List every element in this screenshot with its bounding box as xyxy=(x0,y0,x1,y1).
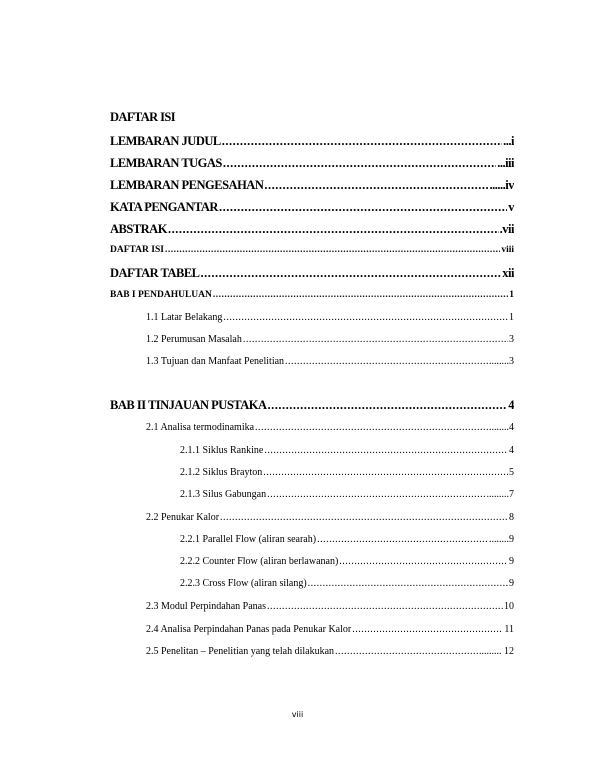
toc-entry-lembaran-tugas[interactable] xyxy=(110,156,514,171)
toc-entry-2-2-2[interactable] xyxy=(180,556,514,567)
toc-page-number: ........9 xyxy=(489,534,514,545)
toc-page-number: ......... 12 xyxy=(479,646,514,657)
toc-entry-label: 2.3 Modul Perpindahan Panas xyxy=(146,601,266,612)
toc-dot-leader xyxy=(267,601,503,612)
toc-dot-leader xyxy=(201,266,502,281)
toc-page-number: viii xyxy=(501,245,514,255)
toc-page-number: 9 xyxy=(509,556,514,567)
toc-page-number: xii xyxy=(502,266,514,280)
toc-dot-leader xyxy=(165,245,500,255)
toc-dot-leader xyxy=(223,312,508,323)
toc-entry-label: 2.4 Analisa Perpindahan Panas pada Penukar Kalor xyxy=(146,624,352,635)
toc-page-number: 9 xyxy=(509,578,514,589)
toc-page-number: ........4 xyxy=(489,422,514,433)
toc-entry-label: 2.2.3 Cross Flow (aliran silang) xyxy=(180,578,307,589)
toc-entry-bab-1[interactable] xyxy=(110,290,514,300)
toc-entry-1-3[interactable] xyxy=(146,356,514,367)
toc-entry-2-2[interactable] xyxy=(146,512,514,523)
toc-entry-2-3[interactable] xyxy=(146,601,514,612)
toc-dot-leader xyxy=(285,356,488,367)
toc-entry-label: 2.1 Analisa termodinamika xyxy=(146,422,255,433)
toc-entry-2-2-3[interactable] xyxy=(180,578,514,589)
toc-entry-label: ABSTRAK xyxy=(110,222,167,236)
toc-entry-bab-2[interactable] xyxy=(110,398,514,413)
toc-page-number: 4 xyxy=(509,445,514,456)
toc-entry-label: 1.3 Tujuan dan Manfaat Penelitian xyxy=(146,356,285,367)
toc-entry-label: 2.1.2 Siklus Brayton xyxy=(180,467,263,478)
toc-page-number: 8 xyxy=(509,512,514,523)
toc-entry-label: 2.5 Penelitan – Penelitian yang telah dilakukan xyxy=(146,646,335,657)
toc-entry-label: BAB II TINJAUAN PUSTAKA xyxy=(110,398,267,412)
toc-dot-leader xyxy=(220,512,508,523)
toc-entry-label: 2.1.1 Siklus Rankine xyxy=(180,445,264,456)
toc-entry-abstrak[interactable] xyxy=(110,222,514,237)
toc-entry-label: DAFTAR ISI xyxy=(110,245,164,255)
toc-entry-2-1-3[interactable] xyxy=(180,489,514,500)
toc-entry-2-1-2[interactable] xyxy=(180,467,514,478)
page-title: DAFTAR ISI xyxy=(110,110,175,124)
toc-entry-kata-pengantar[interactable] xyxy=(110,200,514,215)
toc-dot-leader xyxy=(222,134,502,149)
toc-page-number: ........3 xyxy=(489,356,514,367)
toc-page-number: 3 xyxy=(509,334,514,345)
toc-entry-label: DAFTAR TABEL xyxy=(110,266,200,280)
toc-dot-leader xyxy=(308,578,508,589)
toc-page-number: v xyxy=(508,200,514,214)
toc-entry-2-1-1[interactable] xyxy=(180,445,514,456)
toc-dot-leader xyxy=(267,398,507,413)
toc-dot-leader xyxy=(339,556,508,567)
toc-entry-label: LEMBARAN TUGAS xyxy=(110,156,222,170)
toc-entry-2-1[interactable] xyxy=(146,422,514,433)
toc-entry-2-5[interactable] xyxy=(146,646,514,657)
toc-dot-leader xyxy=(317,534,488,545)
toc-entry-label: 2.2.2 Counter Flow (aliran berlawanan) xyxy=(180,556,339,567)
toc-dot-leader xyxy=(264,445,508,456)
toc-entry-lembaran-judul[interactable] xyxy=(110,134,514,149)
toc-page-number: 1 xyxy=(509,312,514,323)
toc-entry-label: 2.2.1 Parallel Flow (aliran searah) xyxy=(180,534,317,545)
toc-dot-leader xyxy=(255,422,488,433)
toc-dot-leader xyxy=(335,646,478,657)
toc-dot-leader xyxy=(213,290,508,300)
toc-dot-leader xyxy=(219,200,507,215)
toc-page-number: ...iii xyxy=(497,156,514,170)
toc-entry-1-2[interactable] xyxy=(146,334,514,345)
toc-entry-label: 1.1 Latar Belakang xyxy=(146,312,223,323)
toc-entry-label: 2.2 Penukar Kalor xyxy=(146,512,220,523)
toc-dot-leader xyxy=(223,156,496,171)
toc-dot-leader xyxy=(168,222,499,237)
toc-dot-leader xyxy=(352,624,503,635)
toc-dot-leader xyxy=(243,334,508,345)
toc-page-number: ...i xyxy=(503,134,514,148)
toc-page-number: 11 xyxy=(504,624,514,635)
toc-entry-lembaran-pengesahan[interactable] xyxy=(110,178,514,193)
toc-dot-leader xyxy=(264,178,488,193)
toc-entry-daftar-isi[interactable] xyxy=(110,245,514,255)
toc-entry-label: 1.2 Perumusan Masalah xyxy=(146,334,242,345)
toc-entry-1-1[interactable] xyxy=(146,312,514,323)
toc-dot-leader xyxy=(263,467,508,478)
toc-page-number: 10 xyxy=(504,601,514,612)
toc-page-number: .vii xyxy=(499,222,514,236)
toc-entry-2-4[interactable] xyxy=(146,624,514,635)
toc-page-number: 5 xyxy=(509,467,514,478)
toc-entry-2-2-1[interactable] xyxy=(180,534,514,545)
toc-entry-daftar-tabel[interactable] xyxy=(110,266,514,281)
page-number: viii xyxy=(291,710,304,719)
toc-page-number: .........7 xyxy=(486,489,514,500)
toc-page-number: 4 xyxy=(508,398,514,412)
toc-entry-label: LEMBARAN PENGESAHAN xyxy=(110,178,264,192)
toc-page-number: ......iv xyxy=(489,178,514,192)
toc-entry-label: KATA PENGANTAR xyxy=(110,200,218,214)
toc-page-number: 1 xyxy=(509,290,514,300)
toc-dot-leader xyxy=(267,489,485,500)
toc-entry-label: 2.1.3 Silus Gabungan xyxy=(180,489,267,500)
toc-entry-label: LEMBARAN JUDUL xyxy=(110,134,221,148)
toc-entry-label: BAB I PENDAHULUAN xyxy=(110,290,212,300)
